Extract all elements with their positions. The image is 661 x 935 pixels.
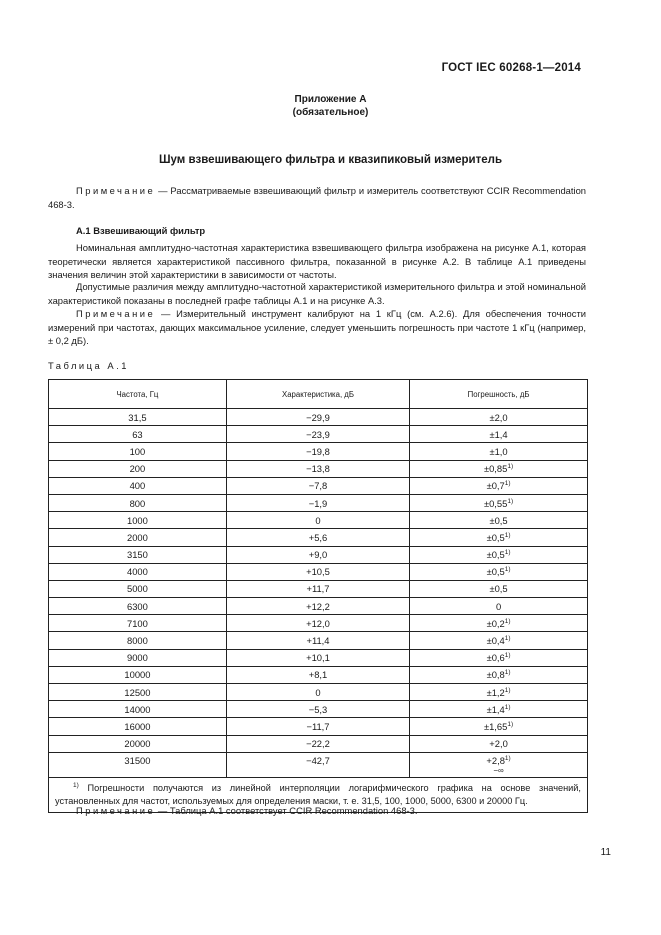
table-row bbox=[49, 512, 588, 529]
tolerance-value: ±0,5 bbox=[486, 566, 505, 578]
paragraph-1: Номинальная амплитудно-частотная характеристика взвешивающего фильтра изображена на рисунке А.1, которая теоретически является характеристикой пассивного фильтра, показанной в рисунке А.2. В таблице А.1 приведены значения величин этой характеристики в зависимости от частоты. bbox=[48, 242, 586, 280]
table-row bbox=[49, 443, 588, 460]
page-number: 11 bbox=[600, 847, 611, 858]
cell-tolerance bbox=[410, 494, 588, 511]
note-3-label: Примечание bbox=[76, 805, 156, 816]
footnote-mark: 1) bbox=[504, 652, 511, 660]
cell-tolerance bbox=[410, 546, 588, 563]
table-row bbox=[49, 546, 588, 563]
cell-characteristic: +5,6 bbox=[226, 529, 409, 546]
cell-tolerance bbox=[410, 615, 588, 632]
table-row bbox=[49, 718, 588, 735]
cell-frequency: 9000 bbox=[49, 649, 227, 666]
note-1-label: Примечание bbox=[76, 185, 156, 196]
table-row bbox=[49, 460, 588, 477]
cell-frequency: 5000 bbox=[49, 580, 227, 597]
tolerance-value: ±1,0 bbox=[489, 445, 508, 457]
tolerance-value: ±0,6 bbox=[486, 652, 505, 664]
cell-frequency: 4000 bbox=[49, 563, 227, 580]
footnote-mark: 1) bbox=[504, 703, 511, 711]
footnote-mark: 1) bbox=[504, 634, 511, 642]
cell-frequency: 31500 bbox=[49, 752, 227, 777]
tolerance-value: ±1,4 bbox=[486, 703, 505, 715]
cell-tolerance bbox=[410, 580, 588, 597]
tolerance-value: +2,0 bbox=[489, 738, 508, 750]
table-row bbox=[49, 632, 588, 649]
cell-characteristic: +12,2 bbox=[226, 598, 409, 615]
cell-tolerance bbox=[410, 598, 588, 615]
footnote-mark: 1) bbox=[504, 566, 511, 574]
header-frequency: Частота, Гц bbox=[49, 380, 227, 409]
cell-frequency: 16000 bbox=[49, 718, 227, 735]
footnote-mark: 1) bbox=[507, 720, 514, 728]
tolerance-value: ±0,5 bbox=[486, 531, 505, 543]
cell-tolerance bbox=[410, 752, 588, 777]
table-row bbox=[49, 563, 588, 580]
cell-frequency: 2000 bbox=[49, 529, 227, 546]
cell-characteristic: −1,9 bbox=[226, 494, 409, 511]
paragraph-2: Допустимые различия между амплитудно-частотной характеристикой измерительного фильтра и этой номинальной характеристикой показаны в последней графе таблицы А.1 и на рисунке А.3. bbox=[48, 281, 586, 306]
note-3-text: — Таблица А.1 соответствует CCIR Recommendation 468-3. bbox=[157, 805, 418, 816]
table-row bbox=[49, 701, 588, 718]
cell-tolerance bbox=[410, 460, 588, 477]
tolerance-value: +2,8 bbox=[486, 754, 505, 766]
cell-characteristic: +11,4 bbox=[226, 632, 409, 649]
table-row bbox=[49, 529, 588, 546]
cell-characteristic: 0 bbox=[226, 512, 409, 529]
tolerance-value: ±0,2 bbox=[486, 617, 505, 629]
cell-frequency: 3150 bbox=[49, 546, 227, 563]
table-label: Таблица А.1 bbox=[48, 360, 129, 371]
table-row bbox=[49, 494, 588, 511]
tolerance-value: ±0,5 bbox=[489, 514, 508, 526]
cell-frequency: 100 bbox=[49, 443, 227, 460]
tolerance-value: 0 bbox=[495, 600, 502, 612]
tolerance-value: ±0,8 bbox=[486, 669, 505, 681]
tolerance-value: ±0,85 bbox=[483, 463, 508, 475]
cell-characteristic: +9,0 bbox=[226, 546, 409, 563]
cell-frequency: 10000 bbox=[49, 666, 227, 683]
note-2-text: — Измерительный инструмент калибруют на 1 кГц (см. А.2.6). Для обеспечения точности измерений при частотах, дающих максимальное усиление, следует уменьшить погрешность при частоте 1 кГц (например, ± 0,2 дБ). bbox=[48, 308, 586, 346]
cell-frequency: 63 bbox=[49, 426, 227, 443]
header-tolerance: Погрешность, дБ bbox=[410, 380, 588, 409]
cell-characteristic: +10,1 bbox=[226, 649, 409, 666]
cell-tolerance bbox=[410, 512, 588, 529]
table-row bbox=[49, 580, 588, 597]
cell-tolerance bbox=[410, 718, 588, 735]
table-row bbox=[49, 426, 588, 443]
note-2-label: Примечание bbox=[76, 308, 156, 319]
tolerance-value: ±0,5 bbox=[486, 549, 505, 561]
cell-frequency: 800 bbox=[49, 494, 227, 511]
tolerance-value: ±1,65 bbox=[483, 720, 508, 732]
cell-frequency: 1000 bbox=[49, 512, 227, 529]
table-row bbox=[49, 598, 588, 615]
cell-frequency: 12500 bbox=[49, 684, 227, 701]
cell-frequency: 31,5 bbox=[49, 409, 227, 426]
footnote-text: Погрешности получаются из линейной интерполяции логарифмического графика на основе значений, установленных для частот, используемых для определения маски, т. е. 31,5, 100, 1000, 5000, 6300 и 20000 Гц. bbox=[55, 782, 581, 806]
cell-characteristic: −22,2 bbox=[226, 735, 409, 752]
cell-frequency: 7100 bbox=[49, 615, 227, 632]
cell-frequency: 8000 bbox=[49, 632, 227, 649]
cell-tolerance bbox=[410, 426, 588, 443]
section-a1-heading: А.1 Взвешивающий фильтр bbox=[76, 225, 206, 236]
footnote-mark: 1) bbox=[504, 531, 511, 539]
cell-characteristic: −29,9 bbox=[226, 409, 409, 426]
footnote-mark: 1) bbox=[504, 480, 511, 488]
cell-characteristic: −13,8 bbox=[226, 460, 409, 477]
tolerance-value: ±1,4 bbox=[489, 428, 508, 440]
cell-frequency: 6300 bbox=[49, 598, 227, 615]
cell-tolerance bbox=[410, 563, 588, 580]
table-header-row bbox=[49, 380, 588, 409]
cell-characteristic: +8,1 bbox=[226, 666, 409, 683]
cell-characteristic: 0 bbox=[226, 684, 409, 701]
note-1-text: — Рассматриваемые взвешивающий фильтр и измеритель соответствуют CCIR Recommendation 468-3. bbox=[48, 185, 586, 210]
cell-frequency: 400 bbox=[49, 477, 227, 494]
tolerance-lower: −∞ bbox=[493, 765, 504, 775]
tolerance-value: ±1,2 bbox=[486, 686, 505, 698]
cell-frequency: 200 bbox=[49, 460, 227, 477]
cell-tolerance bbox=[410, 684, 588, 701]
cell-tolerance bbox=[410, 735, 588, 752]
table-a1 bbox=[48, 379, 588, 813]
table-row bbox=[49, 615, 588, 632]
cell-tolerance bbox=[410, 632, 588, 649]
footnote-mark: 1) bbox=[504, 669, 511, 677]
annex-heading bbox=[0, 93, 661, 119]
cell-frequency: 20000 bbox=[49, 735, 227, 752]
footnote-mark: 1) bbox=[507, 497, 514, 505]
table-row bbox=[49, 409, 588, 426]
cell-characteristic: −7,8 bbox=[226, 477, 409, 494]
main-title: Шум взвешивающего фильтра и квазипиковый измеритель bbox=[158, 154, 503, 166]
cell-characteristic: +11,7 bbox=[226, 580, 409, 597]
cell-characteristic: +12,0 bbox=[226, 615, 409, 632]
table-row bbox=[49, 735, 588, 752]
document-id: ГОСТ IEC 60268-1—2014 bbox=[441, 62, 581, 74]
cell-characteristic: −23,9 bbox=[226, 426, 409, 443]
cell-tolerance bbox=[410, 443, 588, 460]
annex-status: (обязательное) bbox=[292, 107, 369, 118]
footnote-mark: 1) bbox=[504, 686, 511, 694]
footnote-marker: 1) bbox=[73, 781, 79, 789]
table-row bbox=[49, 752, 588, 777]
cell-characteristic: −42,7 bbox=[226, 752, 409, 777]
cell-characteristic: −19,8 bbox=[226, 443, 409, 460]
cell-tolerance bbox=[410, 409, 588, 426]
footnote-mark: 1) bbox=[507, 463, 514, 471]
table-row bbox=[49, 666, 588, 683]
note-2 bbox=[48, 307, 586, 348]
table-row bbox=[49, 684, 588, 701]
cell-tolerance bbox=[410, 477, 588, 494]
cell-frequency: 14000 bbox=[49, 701, 227, 718]
note-3 bbox=[48, 804, 586, 818]
footnote-mark: 1) bbox=[504, 754, 511, 762]
cell-tolerance bbox=[410, 701, 588, 718]
cell-tolerance bbox=[410, 666, 588, 683]
tolerance-value: ±0,5 bbox=[489, 583, 508, 595]
tolerance-value: ±0,55 bbox=[483, 497, 508, 509]
tolerance-value: ±0,4 bbox=[486, 635, 505, 647]
cell-characteristic: +10,5 bbox=[226, 563, 409, 580]
cell-characteristic: −11,7 bbox=[226, 718, 409, 735]
cell-tolerance bbox=[410, 529, 588, 546]
header-characteristic: Характеристика, дБ bbox=[226, 380, 409, 409]
footnote-mark: 1) bbox=[504, 617, 511, 625]
tolerance-value: ±2,0 bbox=[489, 411, 508, 423]
note-1 bbox=[48, 184, 586, 211]
cell-tolerance bbox=[410, 649, 588, 666]
cell-characteristic: −5,3 bbox=[226, 701, 409, 718]
table-row bbox=[49, 477, 588, 494]
table-row bbox=[49, 649, 588, 666]
tolerance-value: ±0,7 bbox=[486, 480, 505, 492]
footnote-mark: 1) bbox=[504, 548, 511, 556]
annex-title: Приложение А bbox=[294, 94, 367, 105]
